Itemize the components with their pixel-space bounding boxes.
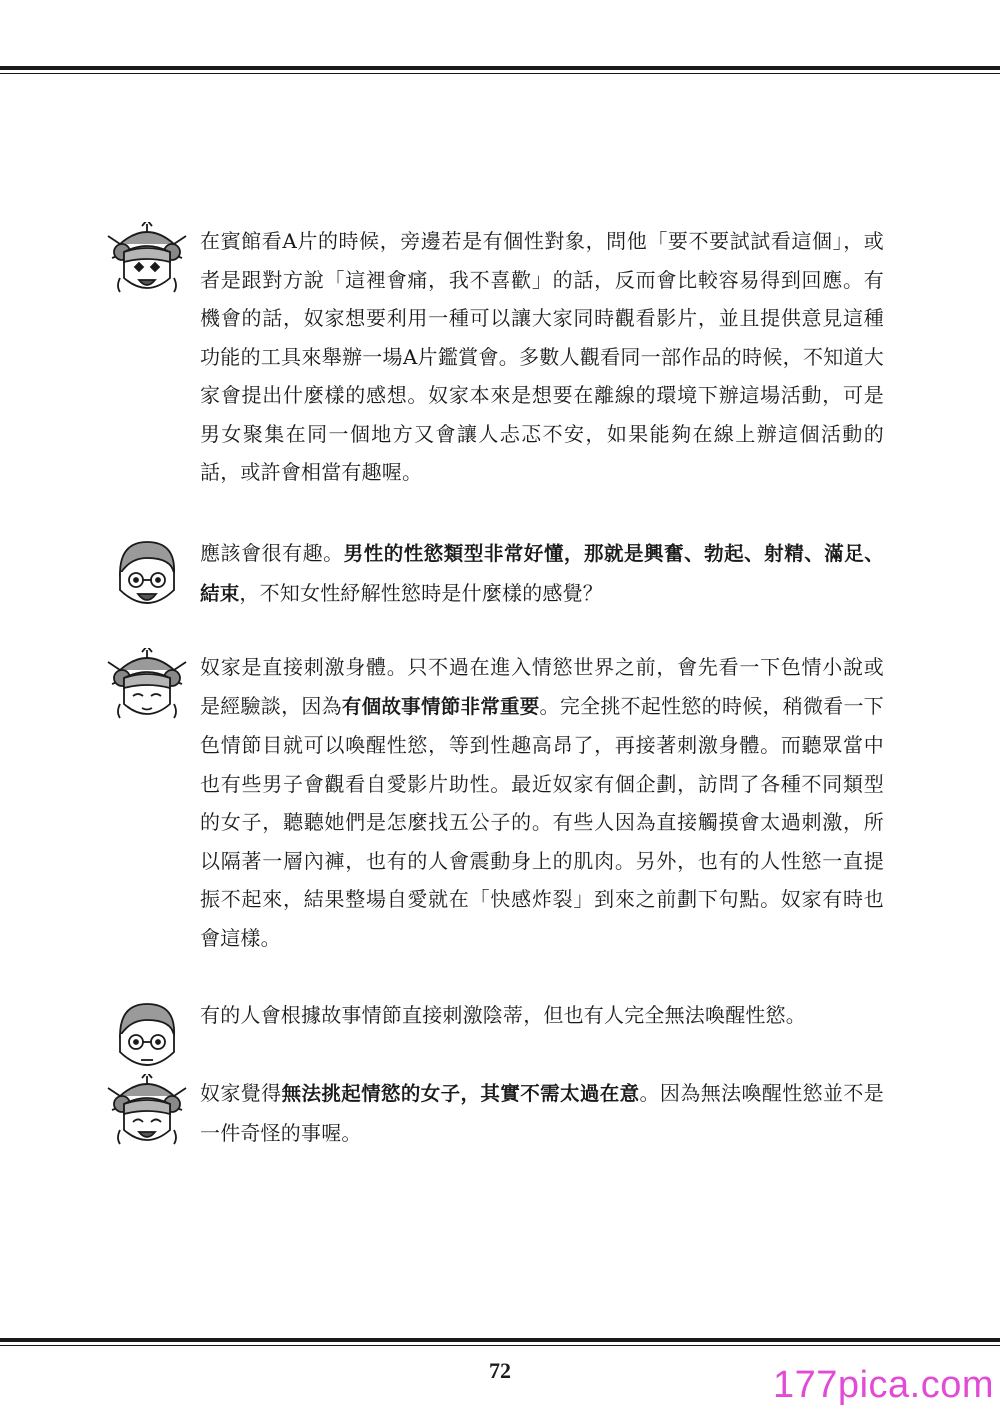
paragraph-4 [200,996,884,1035]
man-neutral-icon [102,996,192,1078]
top-rule [0,66,1000,74]
paragraph-5-text-b: 。因為無法喚醒性慾並不是一件奇怪的事喔。 [200,1081,884,1145]
paragraph-3 [200,648,884,957]
paragraph-3-bold: 有個故事情節非常重要 [341,694,540,718]
paragraph-5-text-a: 奴家覺得 [200,1081,282,1105]
paragraph-5-bold: 無法挑起情慾的女子，其實不需太過在意 [281,1082,640,1105]
paragraph-4-text: 有的人會根據故事情節直接刺激陰蒂，但也有人完全無法喚醒性慾。 [200,1003,806,1027]
woman-smiling-icon [102,222,192,304]
paragraph-2-bold: 男性的性慾類型非常好懂，那就是興奮、勃起、射精、滿足、結束 [200,542,884,605]
paragraph-5 [200,1074,884,1152]
page-number: 72 [489,1358,511,1383]
bottom-rule [0,1338,1000,1346]
paragraph-3-text-a: 奴家是直接刺激身體。只不過在進入情慾世界之前，會先看一下色情小說或是經驗談，因為 [200,655,884,718]
woman-eyes-closed-icon [102,648,192,730]
watermark: 177pica.com [773,1364,994,1406]
man-smiling-icon [102,534,192,616]
paragraph-2-text-a: 應該會很有趣。 [200,541,344,565]
paragraph-1 [200,222,884,492]
paragraph-1-text: 在賓館看A片的時候，旁邊若是有個性對象，問他「要不要試試看這個」，或者是跟對方說「這裡會痛，我不喜歡」的話，反而會比較容易得到回應。有機會的話，奴家想要利用一種可以讓大家同時觀看影片，並且提供意見這種功能的工具來舉辦一場A片鑑賞會。多數人觀看同一部作品的時候，不知道大家會提出什麼樣的感想。奴家本來是想要在離線的環境下辦這場活動，可是男女聚集在同一個地方又會讓人忐忑不安，如果能夠在線上辦這個活動的話，或許會相當有趣喔。 [200,229,884,484]
paragraph-2-text-b: ，不知女性紓解性慾時是什麼樣的感覺？ [239,580,604,605]
paragraph-2 [200,534,884,613]
paragraph-3-text-b: 。完全挑不起性慾的時候，稍微看一下色情節目就可以喚醒性慾，等到性趣高昂了，再接著刺激身體。而聽眾當中也有些男子會觀看自愛影片助性。最近奴家有個企劃，訪問了各種不同類型的女子，聽聽她們是怎麼找五公子的。有些人因為直接觸摸會太過刺激，所以隔著一層內褲，也有的人會震動身上的肌肉。另外，也有的人性慾一直提振不起來，結果整場自愛就在「快感炸裂」到來之前劃下句點。奴家有時也會這樣。 [200,693,884,950]
woman-smiling-icon [102,1074,192,1156]
